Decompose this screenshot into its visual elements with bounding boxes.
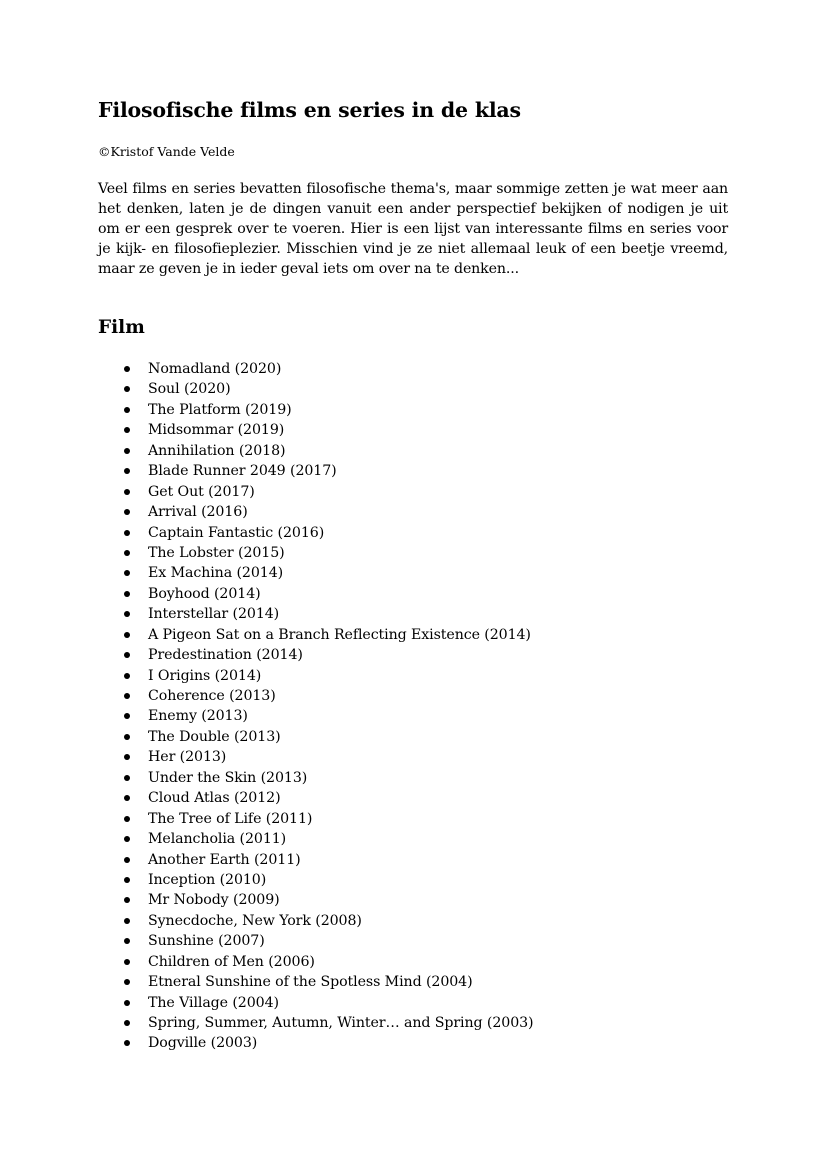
- bullet-icon: [124, 693, 130, 699]
- film-title: Inception (2010): [148, 871, 267, 888]
- bullet-icon: [124, 877, 130, 883]
- film-list-item: [98, 850, 534, 870]
- film-list-item: [98, 931, 534, 951]
- bullet-icon: [124, 611, 130, 617]
- film-list-item: [98, 502, 534, 522]
- bullet-icon: [124, 918, 130, 924]
- bullet-icon: [124, 713, 130, 719]
- film-list-item: [98, 747, 534, 767]
- film-title: Annihilation (2018): [148, 442, 286, 459]
- film-list-item: [98, 420, 534, 440]
- film-list-item: [98, 1033, 534, 1053]
- bullet-icon: [124, 652, 130, 658]
- bullet-icon: [124, 1040, 130, 1046]
- film-list: [98, 359, 534, 1054]
- bullet-icon: [124, 1000, 130, 1006]
- bullet-icon: [124, 775, 130, 781]
- copyright-notice: ©Kristof Vande Velde: [98, 144, 235, 159]
- bullet-icon: [124, 857, 130, 863]
- film-title: Predestination (2014): [148, 647, 303, 664]
- film-list-item: [98, 890, 534, 910]
- film-title: Under the Skin (2013): [148, 769, 308, 786]
- film-list-item: [98, 993, 534, 1013]
- film-title: Interstellar (2014): [148, 606, 280, 623]
- document-title: Filosofische films en series in de klas: [98, 98, 521, 122]
- film-list-item: [98, 911, 534, 931]
- bullet-icon: [124, 468, 130, 474]
- film-title: Melancholia (2011): [148, 831, 287, 848]
- film-title: Synecdoche, New York (2008): [148, 912, 362, 929]
- film-title: I Origins (2014): [148, 667, 262, 684]
- bullet-icon: [124, 570, 130, 576]
- film-list-item: [98, 788, 534, 808]
- film-title: Boyhood (2014): [148, 585, 261, 602]
- film-title: The Village (2004): [148, 994, 279, 1011]
- section-heading-film: Film: [98, 317, 145, 338]
- bullet-icon: [124, 448, 130, 454]
- film-title: Cloud Atlas (2012): [148, 790, 281, 807]
- film-title: Mr Nobody (2009): [148, 892, 280, 909]
- film-list-item: [98, 972, 534, 992]
- bullet-icon: [124, 959, 130, 965]
- film-list-item: [98, 809, 534, 829]
- film-title: Another Earth (2011): [148, 851, 301, 868]
- film-list-item: [98, 604, 534, 624]
- film-title: Captain Fantastic (2016): [148, 524, 325, 541]
- bullet-icon: [124, 386, 130, 392]
- film-title: Her (2013): [148, 749, 227, 766]
- film-title: Nomadland (2020): [148, 361, 282, 377]
- bullet-icon: [124, 938, 130, 944]
- intro-paragraph: Veel films en series bevatten filosofische thema's, maar sommige zetten je wat meer aan het denken, laten je de dingen vanuit een ander perspectief bekijken of nodigen je uit om er een gesprek over te voeren. Hier is een lijst van interessante films en series voor je kijk- en filosofieplezier. Misschien vind je ze niet allemaal leuk of een beetje vreemd, maar ze geven je in ieder geval iets om over na te denken...: [98, 181, 728, 277]
- film-list-item: [98, 379, 534, 399]
- film-title: Ex Machina (2014): [148, 565, 284, 582]
- film-title: Get Out (2017): [148, 483, 255, 500]
- film-title: The Double (2013): [148, 728, 281, 745]
- film-title: Blade Runner 2049 (2017): [148, 463, 337, 480]
- film-list-item: [98, 441, 534, 461]
- bullet-icon: [124, 795, 130, 801]
- bullet-icon: [124, 366, 130, 372]
- film-list-item: [98, 461, 534, 481]
- film-list-item: [98, 563, 534, 583]
- film-list-item: [98, 359, 534, 379]
- film-title: Spring, Summer, Autumn, Winter… and Spring (2003): [148, 1015, 534, 1031]
- film-list-item: [98, 625, 534, 645]
- film-list-item: [98, 870, 534, 890]
- bullet-icon: [124, 816, 130, 822]
- film-list-item: [98, 768, 534, 788]
- film-title: Etneral Sunshine of the Spotless Mind (2004): [148, 974, 473, 991]
- film-list-item: [98, 706, 534, 726]
- bullet-icon: [124, 979, 130, 985]
- bullet-icon: [124, 836, 130, 842]
- bullet-icon: [124, 897, 130, 903]
- film-title: The Tree of Life (2011): [148, 810, 313, 827]
- bullet-icon: [124, 734, 130, 740]
- bullet-icon: [124, 632, 130, 638]
- bullet-icon: [124, 754, 130, 760]
- film-title: Soul (2020): [148, 381, 231, 398]
- film-list-item: [98, 400, 534, 420]
- bullet-icon: [124, 427, 130, 433]
- bullet-icon: [124, 509, 130, 515]
- bullet-icon: [124, 550, 130, 556]
- bullet-icon: [124, 489, 130, 495]
- bullet-icon: [124, 1020, 130, 1026]
- film-list-item: [98, 1013, 534, 1033]
- bullet-icon: [124, 591, 130, 597]
- film-list-item: [98, 645, 534, 665]
- film-list-item: [98, 666, 534, 686]
- film-title: Dogville (2003): [148, 1035, 258, 1052]
- film-title: Sunshine (2007): [148, 933, 265, 950]
- film-title: Enemy (2013): [148, 708, 248, 725]
- film-title: A Pigeon Sat on a Branch Reflecting Existence (2014): [148, 626, 531, 643]
- bullet-icon: [124, 407, 130, 413]
- bullet-icon: [124, 673, 130, 679]
- film-list-item: [98, 686, 534, 706]
- film-list-item: [98, 543, 534, 563]
- film-title: Arrival (2016): [148, 504, 248, 521]
- film-title: Midsommar (2019): [148, 422, 285, 439]
- bullet-icon: [124, 530, 130, 536]
- film-list-item: [98, 727, 534, 747]
- film-list-item: [98, 584, 534, 604]
- film-list-item: [98, 829, 534, 849]
- film-list-item: [98, 952, 534, 972]
- film-list-item: [98, 482, 534, 502]
- film-list-item: [98, 523, 534, 543]
- film-title: The Lobster (2015): [148, 544, 285, 561]
- film-title: Coherence (2013): [148, 688, 276, 704]
- film-title: The Platform (2019): [148, 401, 292, 418]
- film-title: Children of Men (2006): [148, 953, 315, 970]
